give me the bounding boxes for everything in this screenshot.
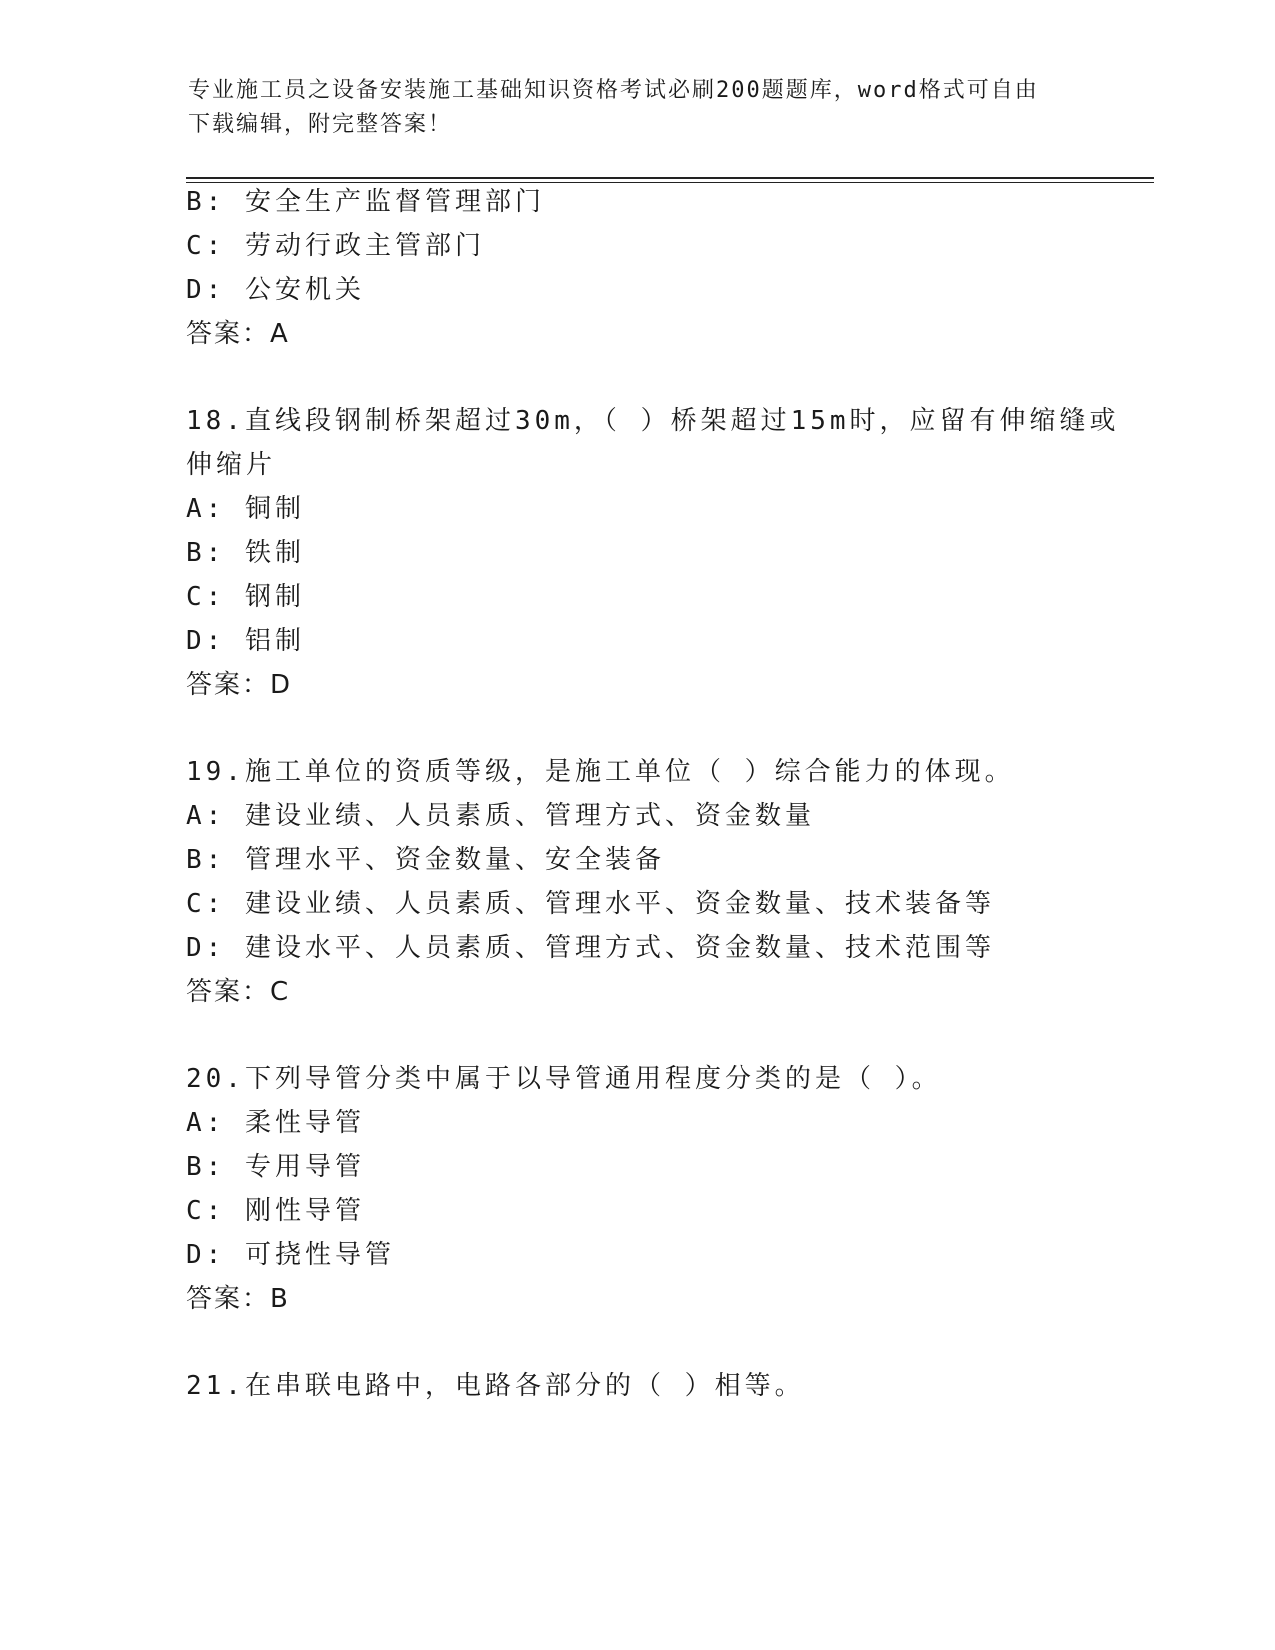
q19-stem: 19.施工单位的资质等级，是施工单位（ ）综合能力的体现。 (186, 757, 1015, 787)
q17-option-c: C: 劳动行政主管部门 (186, 231, 485, 261)
q20-option-a: A: 柔性导管 (186, 1108, 365, 1138)
q19-option-a: A: 建设业绩、人员素质、管理方式、资金数量 (186, 801, 815, 831)
q17-answer: 答案：A (186, 319, 290, 349)
q18-option-a: A: 铜制 (186, 494, 305, 524)
q20-answer: 答案：B (186, 1284, 290, 1314)
q17-option-b: B: 安全生产监督管理部门 (186, 187, 545, 217)
header-rule-thick (186, 177, 1154, 179)
q20-option-d: D: 可挠性导管 (186, 1240, 395, 1270)
q19-answer: 答案：C (186, 977, 291, 1007)
header-rule-thin (186, 182, 1154, 183)
header-line-1: 专业施工员之设备安装施工基础知识资格考试必刷200题题库，word格式可自由 (188, 78, 1039, 103)
q20-stem: 20.下列导管分类中属于以导管通用程度分类的是（ ）。 (186, 1064, 942, 1094)
document-header (188, 74, 1088, 142)
q18-option-b: B: 铁制 (186, 538, 305, 568)
q18-option-d: D: 铝制 (186, 626, 305, 656)
q18-stem-line-2: 伸缩片 (186, 450, 277, 480)
q20-option-b: B: 专用导管 (186, 1152, 365, 1182)
q18-option-c: C: 钢制 (186, 582, 305, 612)
header-line-2: 下载编辑，附完整答案！ (188, 112, 453, 137)
q17-option-d: D: 公安机关 (186, 275, 365, 305)
q19-option-c: C: 建设业绩、人员素质、管理水平、资金数量、技术装备等 (186, 889, 995, 919)
q20-option-c: C: 刚性导管 (186, 1196, 365, 1226)
q18-stem-line-1: 18.直线段钢制桥架超过30m，（ ）桥架超过15m时，应留有伸缩缝或 (186, 406, 1120, 436)
q19-option-b: B: 管理水平、资金数量、安全装备 (186, 845, 665, 875)
q18-answer: 答案：D (186, 670, 293, 700)
q21-stem: 21.在串联电路中，电路各部分的（ ）相等。 (186, 1371, 805, 1401)
q19-option-d: D: 建设水平、人员素质、管理方式、资金数量、技术范围等 (186, 933, 995, 963)
